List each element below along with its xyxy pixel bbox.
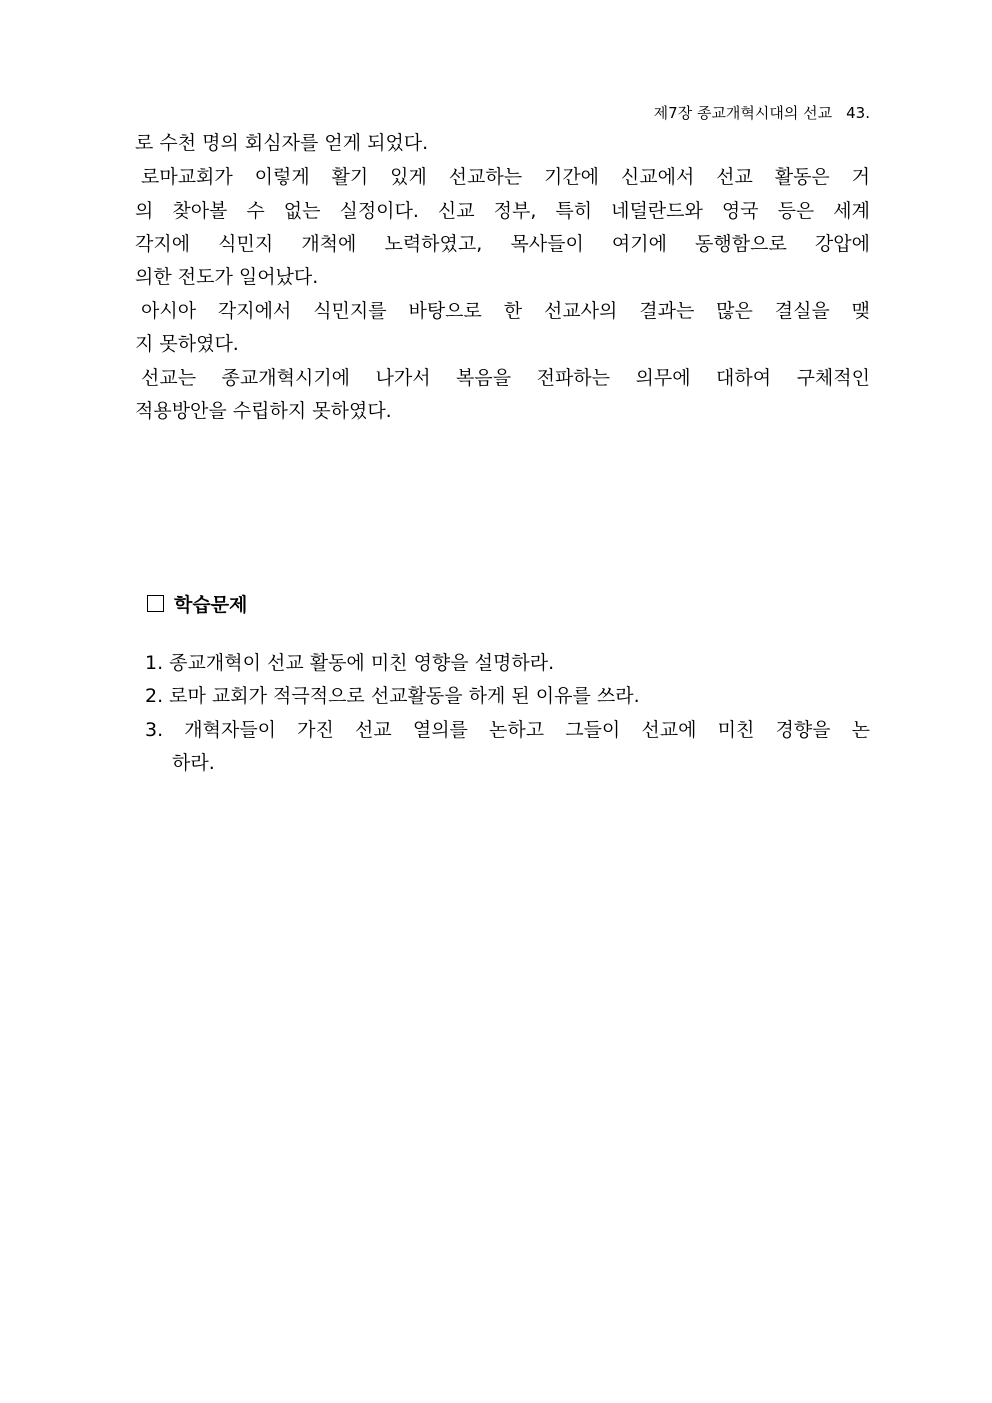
page-number: 43. <box>846 104 870 122</box>
body-line: 각지에 식민지 개척에 노력하였고, 목사들이 여기에 동행함으로 강압에 <box>135 233 870 255</box>
body-line: 의 찾아볼 수 없는 실정이다. 신교 정부, 특히 네덜란드와 영국 등은 세계 <box>135 200 870 222</box>
question-item: 2. 로마 교회가 적극적으로 선교활동을 하게 된 이유를 쓰라. <box>145 685 640 707</box>
body-line: 지 못하였다. <box>135 333 239 355</box>
body-line: 의한 전도가 일어났다. <box>135 266 319 288</box>
question-continuation: 하라. <box>172 752 215 774</box>
question-item: 1. 종교개혁이 선교 활동에 미친 영향을 설명하라. <box>145 652 555 674</box>
running-header <box>640 102 870 123</box>
square-bullet-icon <box>147 595 164 612</box>
question-item: 3. 개혁자들이 가진 선교 열의를 논하고 그들이 선교에 미친 경향을 논 <box>145 719 870 741</box>
body-line: 적용방안을 수립하지 못하였다. <box>135 400 392 422</box>
chapter-title: 제7장 종교개혁시대의 선교 <box>653 104 833 122</box>
body-line: 아시아 각지에서 식민지를 바탕으로 한 선교사의 결과는 많은 결실을 맺 <box>141 300 870 322</box>
body-line: 선교는 종교개혁시기에 나가서 복음을 전파하는 의무에 대하여 구체적인 <box>141 367 870 389</box>
study-section-heading <box>147 590 247 617</box>
body-line: 로마교회가 이렇게 활기 있게 선교하는 기간에 신교에서 선교 활동은 거 <box>141 166 870 188</box>
body-line: 로 수천 명의 회심자를 얻게 되었다. <box>135 132 429 154</box>
study-title: 학습문제 <box>174 594 248 616</box>
